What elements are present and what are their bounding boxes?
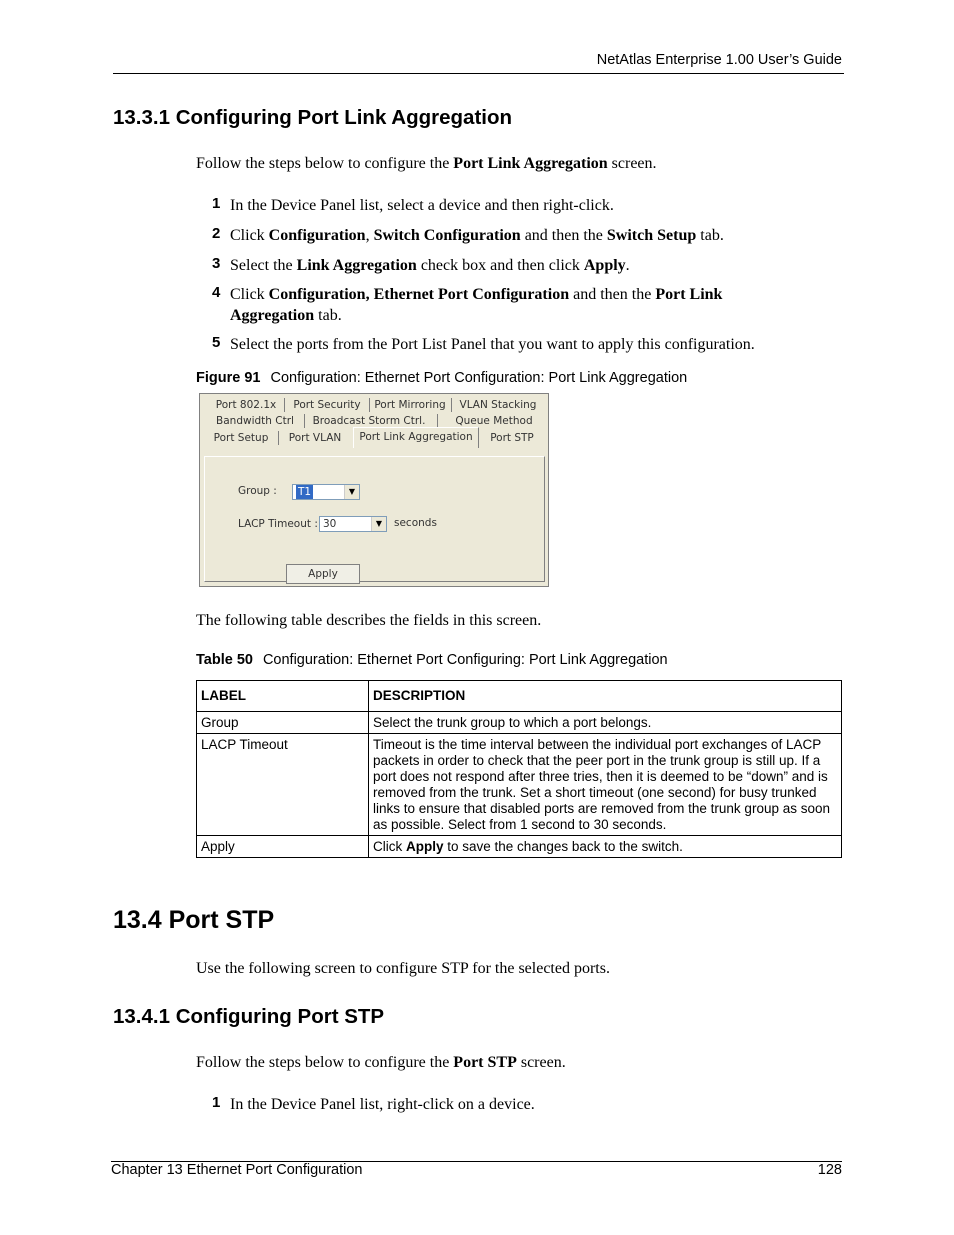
tab-divider [437, 414, 438, 428]
page-number: 128 [817, 1162, 842, 1178]
tab-port-vlan[interactable]: Port VLAN [288, 432, 342, 444]
running-header: NetAtlas Enterprise 1.00 User’s Guide [596, 52, 842, 68]
tab-port-link-aggregation[interactable]: Port Link Aggregation [353, 427, 479, 448]
row-label: Apply [197, 836, 369, 858]
tab-port-setup[interactable]: Port Setup [213, 432, 269, 444]
lacp-timeout-select[interactable] [319, 516, 387, 532]
step-3: 3 Select the Link Aggregation check box and then click Apply. [212, 255, 630, 274]
section-heading-13-4: 13.4 Port STP [113, 906, 275, 934]
section-intro: Use the following screen to configure STP for the selected ports. [196, 960, 610, 977]
lacp-timeout-value: 30 [323, 518, 337, 530]
step-5: 5 Select the ports from the Port List Panel that you want to apply this configuration. [212, 334, 755, 353]
step-4: 4 Click Configuration, Ethernet Port Configuration and then the Port Link Aggregation tab. [212, 284, 723, 324]
step-1: 1 In the Device Panel list, right-click on a device. [212, 1094, 535, 1113]
tab-divider [304, 414, 305, 428]
section-intro: Follow the steps below to configure the Port Link Aggregation screen. [196, 155, 657, 172]
row-description: Timeout is the time interval between the individual port exchanges of LACP packets in order to check that the peer port in the trunk group is still up. If a port does not respond after three tries, then it is deemed to be “down” and is removed from the trunk. Set a short timeout (one second) for busy trunked links to ensure that disabled ports are removed from the trunk group as soon as possible. Select from 1 second to 30 seconds. [369, 734, 842, 836]
chevron-down-icon[interactable]: ▼ [371, 517, 386, 531]
tab-bandwidth-ctrl[interactable]: Bandwidth Ctrl [216, 415, 294, 427]
chevron-down-icon[interactable]: ▼ [344, 485, 359, 499]
tab-vlan-stacking[interactable]: VLAN Stacking [459, 399, 537, 411]
lacp-timeout-label: LACP Timeout : [238, 518, 318, 530]
row-label: LACP Timeout [197, 734, 369, 836]
group-select[interactable] [292, 484, 360, 500]
lacp-unit-label: seconds [394, 517, 437, 529]
group-label: Group : [238, 485, 277, 497]
header-rule [113, 73, 844, 74]
section-heading-13-3-1: 13.3.1 Configuring Port Link Aggregation [113, 106, 513, 129]
group-value: T1 [298, 486, 312, 498]
row-description: Select the trunk group to which a port belongs. [369, 712, 842, 734]
apply-button[interactable]: Apply [286, 564, 360, 584]
tab-queue-method[interactable]: Queue Method [455, 415, 533, 427]
tab-port-security[interactable]: Port Security [293, 399, 361, 411]
step-2: 2 Click Configuration, Switch Configuration and then the Switch Setup tab. [212, 225, 724, 244]
figure-caption: Figure 91 Configuration: Ethernet Port Configuration: Port Link Aggregation [196, 370, 688, 386]
tab-port-mirroring[interactable]: Port Mirroring [374, 399, 446, 411]
footer-chapter: Chapter 13 Ethernet Port Configuration [111, 1162, 363, 1178]
tab-divider [451, 398, 452, 412]
table-intro: The following table describes the fields in this screen. [196, 612, 542, 629]
table-caption: Table 50 Configuration: Ethernet Port Configuring: Port Link Aggregation [196, 652, 668, 668]
table-header-row [197, 681, 842, 712]
tab-port-802-1x[interactable]: Port 802.1x [215, 399, 277, 411]
fields-table [196, 680, 842, 858]
tab-port-stp[interactable]: Port STP [490, 432, 534, 444]
tab-divider [278, 431, 279, 445]
port-link-aggregation-screenshot [199, 393, 549, 587]
table-row [197, 836, 842, 858]
section-intro: Follow the steps below to configure the Port STP screen. [196, 1054, 566, 1071]
row-description: Click Apply to save the changes back to the switch. [369, 836, 842, 858]
table-row [197, 734, 842, 836]
tab-divider [369, 398, 370, 412]
column-header-label: LABEL [197, 681, 369, 712]
tab-divider [284, 398, 285, 412]
row-label: Group [197, 712, 369, 734]
section-heading-13-4-1: 13.4.1 Configuring Port STP [113, 1005, 385, 1028]
step-1: 1 In the Device Panel list, select a device and then right-click. [212, 195, 614, 214]
table-row [197, 712, 842, 734]
column-header-description: DESCRIPTION [369, 681, 842, 712]
tab-broadcast-storm-ctrl[interactable]: Broadcast Storm Ctrl. [312, 415, 426, 427]
